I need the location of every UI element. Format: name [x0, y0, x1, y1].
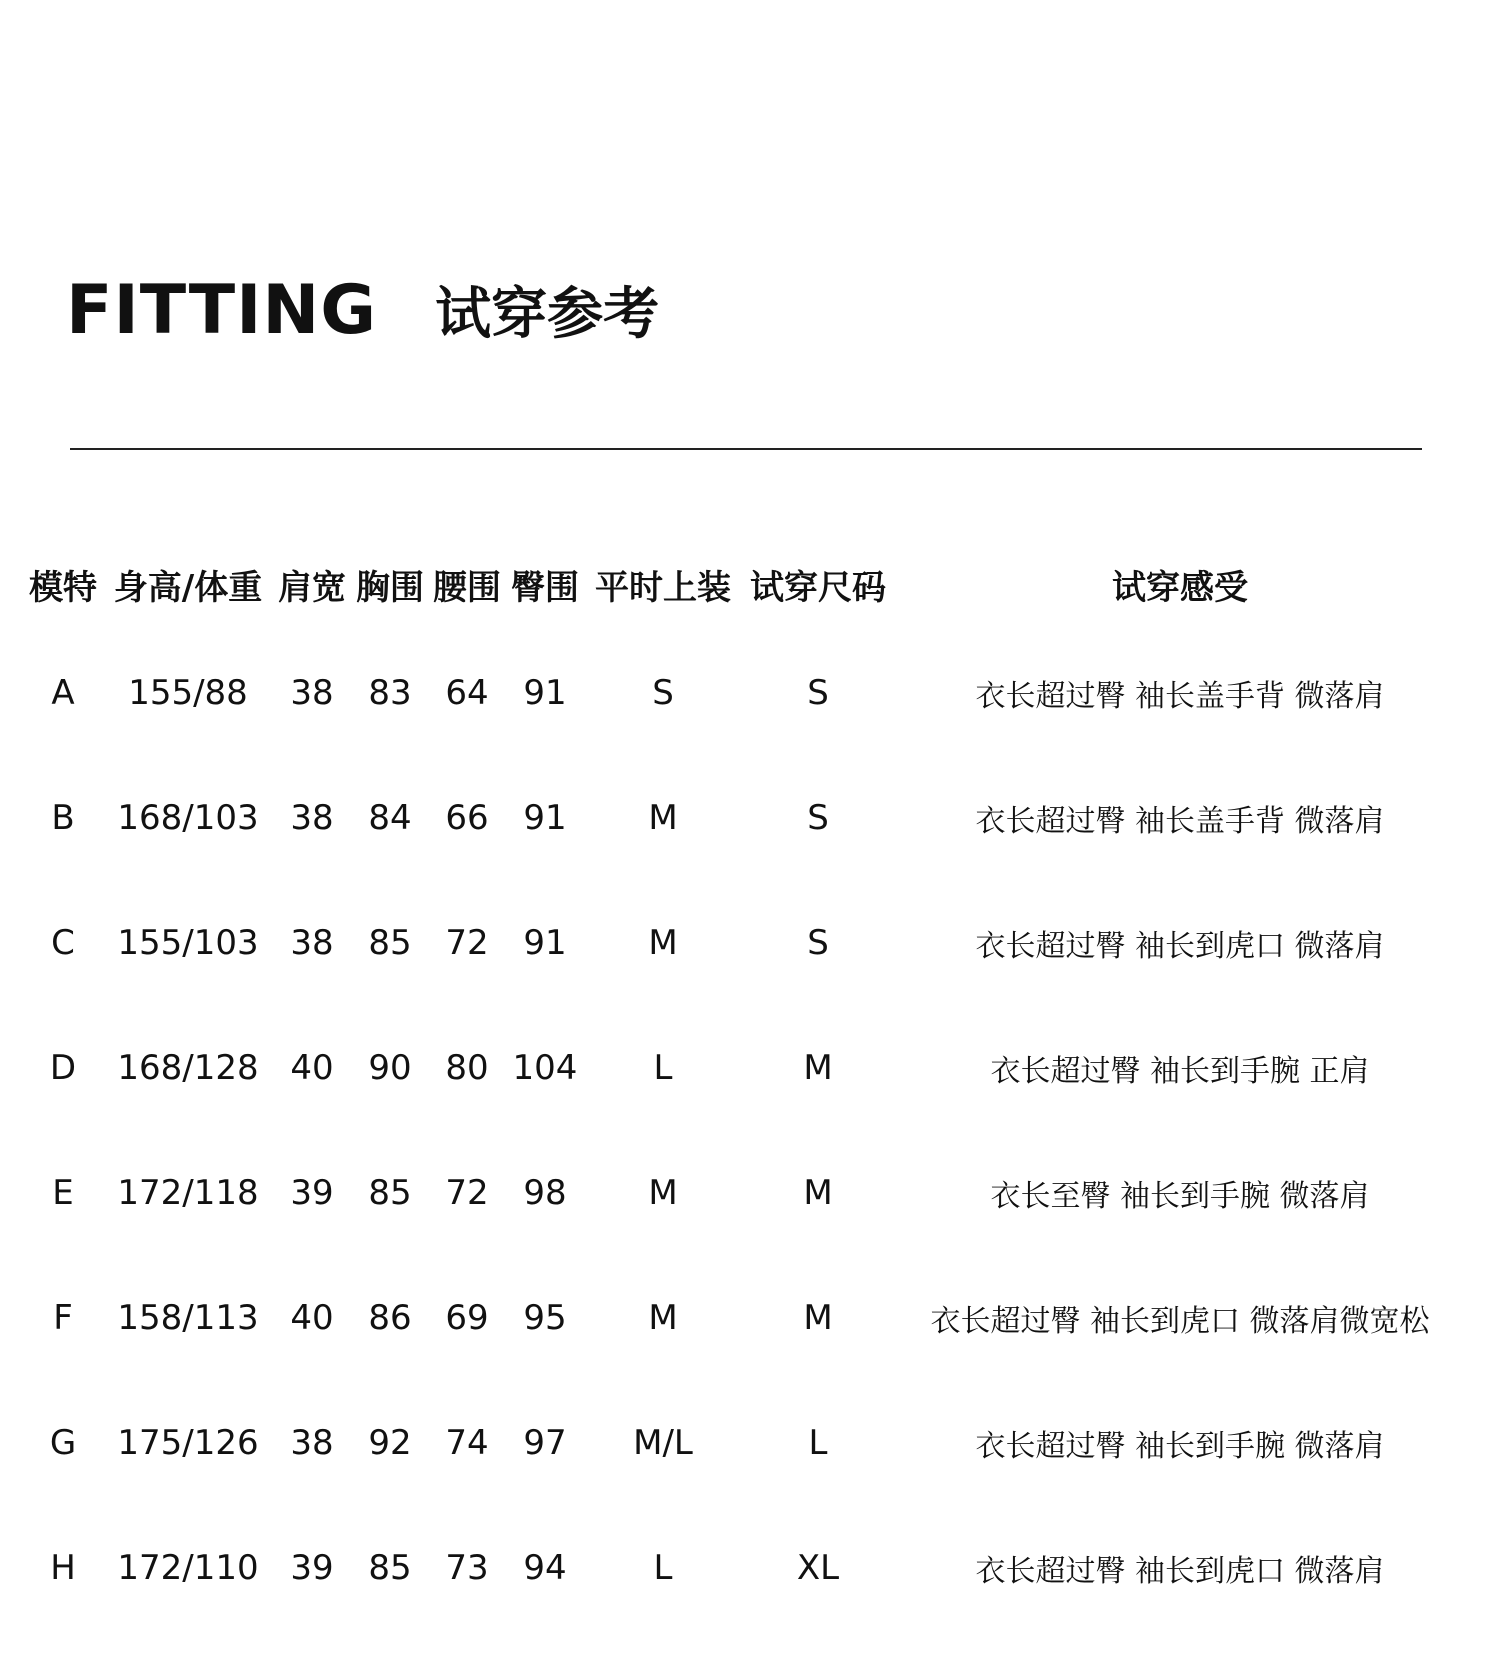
- cell-usual-size: M: [648, 1298, 678, 1338]
- cell-tried-size: S: [807, 673, 829, 713]
- header-fit-feedback: 试穿感受: [1112, 567, 1248, 608]
- cell-chest: 85: [368, 1548, 412, 1588]
- header-tried-size: 试穿尺码: [750, 567, 886, 608]
- cell-height-weight: 155/88: [128, 673, 248, 713]
- header-shoulder: 肩宽: [278, 567, 346, 608]
- cell-height-weight: 168/103: [117, 798, 259, 838]
- title-english: FITTING: [66, 270, 378, 350]
- header-waist: 腰围: [433, 567, 501, 608]
- cell-usual-size: L: [653, 1548, 673, 1588]
- cell-tried-size: S: [807, 923, 829, 963]
- cell-hip: 91: [523, 798, 567, 838]
- cell-height-weight: 172/110: [117, 1548, 259, 1588]
- cell-tried-size: M: [803, 1173, 833, 1213]
- cell-waist: 74: [445, 1423, 489, 1463]
- cell-fit-feedback: 衣长超过臀 袖长到虎口 微落肩微宽松: [930, 1304, 1430, 1339]
- cell-tried-size: XL: [796, 1548, 840, 1588]
- cell-model: F: [53, 1298, 73, 1338]
- cell-shoulder: 38: [290, 798, 334, 838]
- cell-shoulder: 38: [290, 673, 334, 713]
- cell-hip: 94: [523, 1548, 567, 1588]
- cell-waist: 69: [445, 1298, 489, 1338]
- table-row: [0, 1163, 1500, 1288]
- cell-height-weight: 158/113: [117, 1298, 259, 1338]
- table-header: [0, 558, 1500, 610]
- cell-fit-feedback: 衣长超过臀 袖长盖手背 微落肩: [975, 679, 1385, 714]
- header-hip: 臀围: [511, 567, 579, 608]
- cell-fit-feedback: 衣长超过臀 袖长到手腕 微落肩: [975, 1429, 1385, 1464]
- cell-chest: 85: [368, 923, 412, 963]
- cell-shoulder: 40: [290, 1048, 334, 1088]
- cell-waist: 64: [445, 673, 489, 713]
- header-height-weight: 身高/体重: [113, 567, 263, 608]
- cell-height-weight: 172/118: [117, 1173, 259, 1213]
- cell-chest: 83: [368, 673, 412, 713]
- table-row: [0, 663, 1500, 788]
- cell-waist: 73: [445, 1548, 489, 1588]
- cell-hip: 104: [512, 1048, 578, 1088]
- cell-chest: 85: [368, 1173, 412, 1213]
- cell-height-weight: 155/103: [117, 923, 259, 963]
- cell-model: G: [49, 1423, 77, 1463]
- cell-shoulder: 39: [290, 1173, 334, 1213]
- cell-usual-size: S: [652, 673, 674, 713]
- title-chinese: 试穿参考: [435, 282, 660, 347]
- cell-usual-size: M: [648, 1173, 678, 1213]
- cell-fit-feedback: 衣长超过臀 袖长到虎口 微落肩: [975, 929, 1385, 964]
- cell-shoulder: 39: [290, 1548, 334, 1588]
- cell-fit-feedback: 衣长超过臀 袖长到虎口 微落肩: [975, 1554, 1385, 1589]
- cell-chest: 90: [368, 1048, 412, 1088]
- cell-hip: 98: [523, 1173, 567, 1213]
- cell-tried-size: S: [807, 798, 829, 838]
- cell-model: E: [52, 1173, 74, 1213]
- cell-usual-size: M: [648, 923, 678, 963]
- page-title: [66, 270, 659, 350]
- table-row: [0, 913, 1500, 1038]
- cell-hip: 91: [523, 923, 567, 963]
- cell-model: A: [51, 673, 75, 713]
- table-body: [0, 663, 1500, 1663]
- cell-model: C: [51, 923, 75, 963]
- table-row: [0, 1538, 1500, 1663]
- cell-chest: 84: [368, 798, 412, 838]
- cell-model: D: [49, 1048, 77, 1088]
- cell-hip: 97: [523, 1423, 567, 1463]
- cell-tried-size: M: [803, 1048, 833, 1088]
- title-divider: [70, 448, 1422, 450]
- cell-fit-feedback: 衣长至臀 袖长到手腕 微落肩: [990, 1179, 1370, 1214]
- cell-fit-feedback: 衣长超过臀 袖长盖手背 微落肩: [975, 804, 1385, 839]
- cell-shoulder: 38: [290, 923, 334, 963]
- table-row: [0, 1413, 1500, 1538]
- cell-usual-size: L: [653, 1048, 673, 1088]
- table-row: [0, 1038, 1500, 1163]
- cell-shoulder: 38: [290, 1423, 334, 1463]
- cell-model: B: [51, 798, 75, 838]
- cell-tried-size: L: [808, 1423, 828, 1463]
- cell-height-weight: 168/128: [117, 1048, 259, 1088]
- cell-chest: 92: [368, 1423, 412, 1463]
- header-model: 模特: [29, 567, 97, 608]
- cell-waist: 80: [445, 1048, 489, 1088]
- cell-usual-size: M: [648, 798, 678, 838]
- cell-waist: 72: [445, 1173, 489, 1213]
- cell-fit-feedback: 衣长超过臀 袖长到手腕 正肩: [990, 1054, 1370, 1089]
- table-row: [0, 1288, 1500, 1413]
- cell-usual-size: M/L: [633, 1423, 693, 1463]
- cell-shoulder: 40: [290, 1298, 334, 1338]
- cell-model: H: [50, 1548, 76, 1588]
- cell-tried-size: M: [803, 1298, 833, 1338]
- cell-height-weight: 175/126: [117, 1423, 259, 1463]
- header-chest: 胸围: [356, 567, 424, 608]
- cell-waist: 72: [445, 923, 489, 963]
- cell-waist: 66: [445, 798, 489, 838]
- cell-chest: 86: [368, 1298, 412, 1338]
- cell-hip: 95: [523, 1298, 567, 1338]
- table-row: [0, 788, 1500, 913]
- header-usual-size: 平时上装: [595, 567, 731, 608]
- cell-hip: 91: [523, 673, 567, 713]
